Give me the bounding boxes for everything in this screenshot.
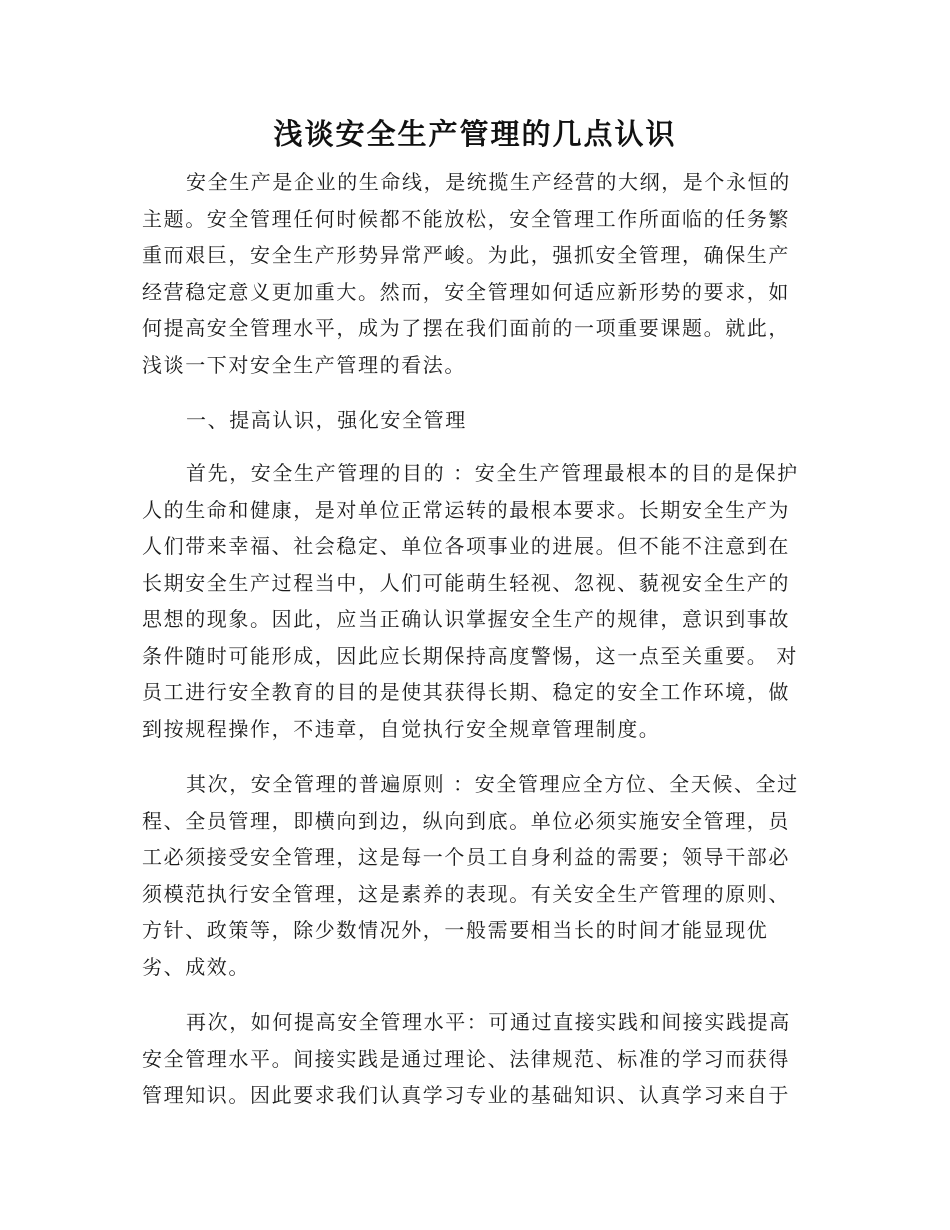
document-title: 浅谈安全生产管理的几点认识 <box>273 117 677 151</box>
paragraph-line: 主题。安全管理任何时候都不能放松，安全管理工作所面临的任务繁 <box>142 206 790 231</box>
paragraph-line: 须模范执行安全管理，这是素养的表现。有关安全生产管理的原则、 <box>142 881 790 906</box>
section-heading <box>142 402 812 439</box>
paragraph-line: 再次，如何提高安全管理水平：可通过直接实践和间接实践提高 <box>186 1010 791 1034</box>
paragraph-line: 劣、成效。 <box>142 954 250 979</box>
paragraph-line: 程、全员管理，即横向到边，纵向到底。单位必须实施安全管理，员 <box>142 808 790 833</box>
paragraph-line: 长期安全生产过程当中，人们可能萌生轻视、忽视、藐视安全生产的 <box>142 570 790 595</box>
paragraph-third-point <box>142 1004 812 1114</box>
paragraph-line: 管理知识。因此要求我们认真学习专业的基础知识、认真学习来自于 <box>142 1083 790 1107</box>
paragraph-line: 人们带来幸福、社会稳定、单位各项事业的进展。但不能不注意到在 <box>142 534 790 558</box>
paragraph-line: 到按规程操作，不违章，自觉执行安全规章管理制度。 <box>142 716 661 741</box>
paragraph-line: 条件随时可能形成，因此应长期保持高度警惕，这一点至关重要。 对 <box>142 643 798 668</box>
paragraph-first-point <box>142 455 812 747</box>
paragraph-line: 其次，安全管理的普遍原则 ：安全管理应全方位、全天候、全过 <box>186 772 799 796</box>
paragraph-line: 方针、政策等，除少数情况外，一般需要相当长的时间才能显现优 <box>142 918 769 942</box>
paragraph-line: 员工进行安全教育的目的是使其获得长期、稳定的安全工作环境，做 <box>142 680 790 704</box>
paragraph-line: 首先，安全生产管理的目的 ：安全生产管理最根本的目的是保护 <box>186 461 799 485</box>
section-heading-text: 一、提高认识，强化安全管理 <box>186 408 467 432</box>
paragraph-line: 思想的现象。因此，应当正确认识掌握安全生产的规律，意识到事故 <box>142 607 790 631</box>
paragraph-second-point <box>142 766 812 985</box>
paragraph-line: 安全管理水平。间接实践是通过理论、法律规范、标准的学习而获得 <box>142 1046 790 1071</box>
paragraph-line: 经营稳定意义更加重大。然而，安全管理如何适应新形势的要求，如 <box>142 279 790 304</box>
paragraph-line: 工必须接受安全管理，这是每一个员工自身利益的需要；领导干部必 <box>142 845 790 869</box>
paragraph-line: 何提高安全管理水平，成为了摆在我们面前的一项重要课题。就此， <box>142 316 790 340</box>
paragraph-line: 人的生命和健康，是对单位正常运转的最根本要求。长期安全生产为 <box>142 497 790 522</box>
paragraph-intro <box>142 164 812 383</box>
paragraph-line: 重而艰巨，安全生产形势异常严峻。为此，强抓安全管理，确保生产 <box>142 243 790 267</box>
paragraph-line: 安全生产是企业的生命线，是统揽生产经营的大纲，是个永恒的 <box>186 170 791 194</box>
paragraph-line: 浅谈一下对安全生产管理的看法。 <box>142 352 466 377</box>
